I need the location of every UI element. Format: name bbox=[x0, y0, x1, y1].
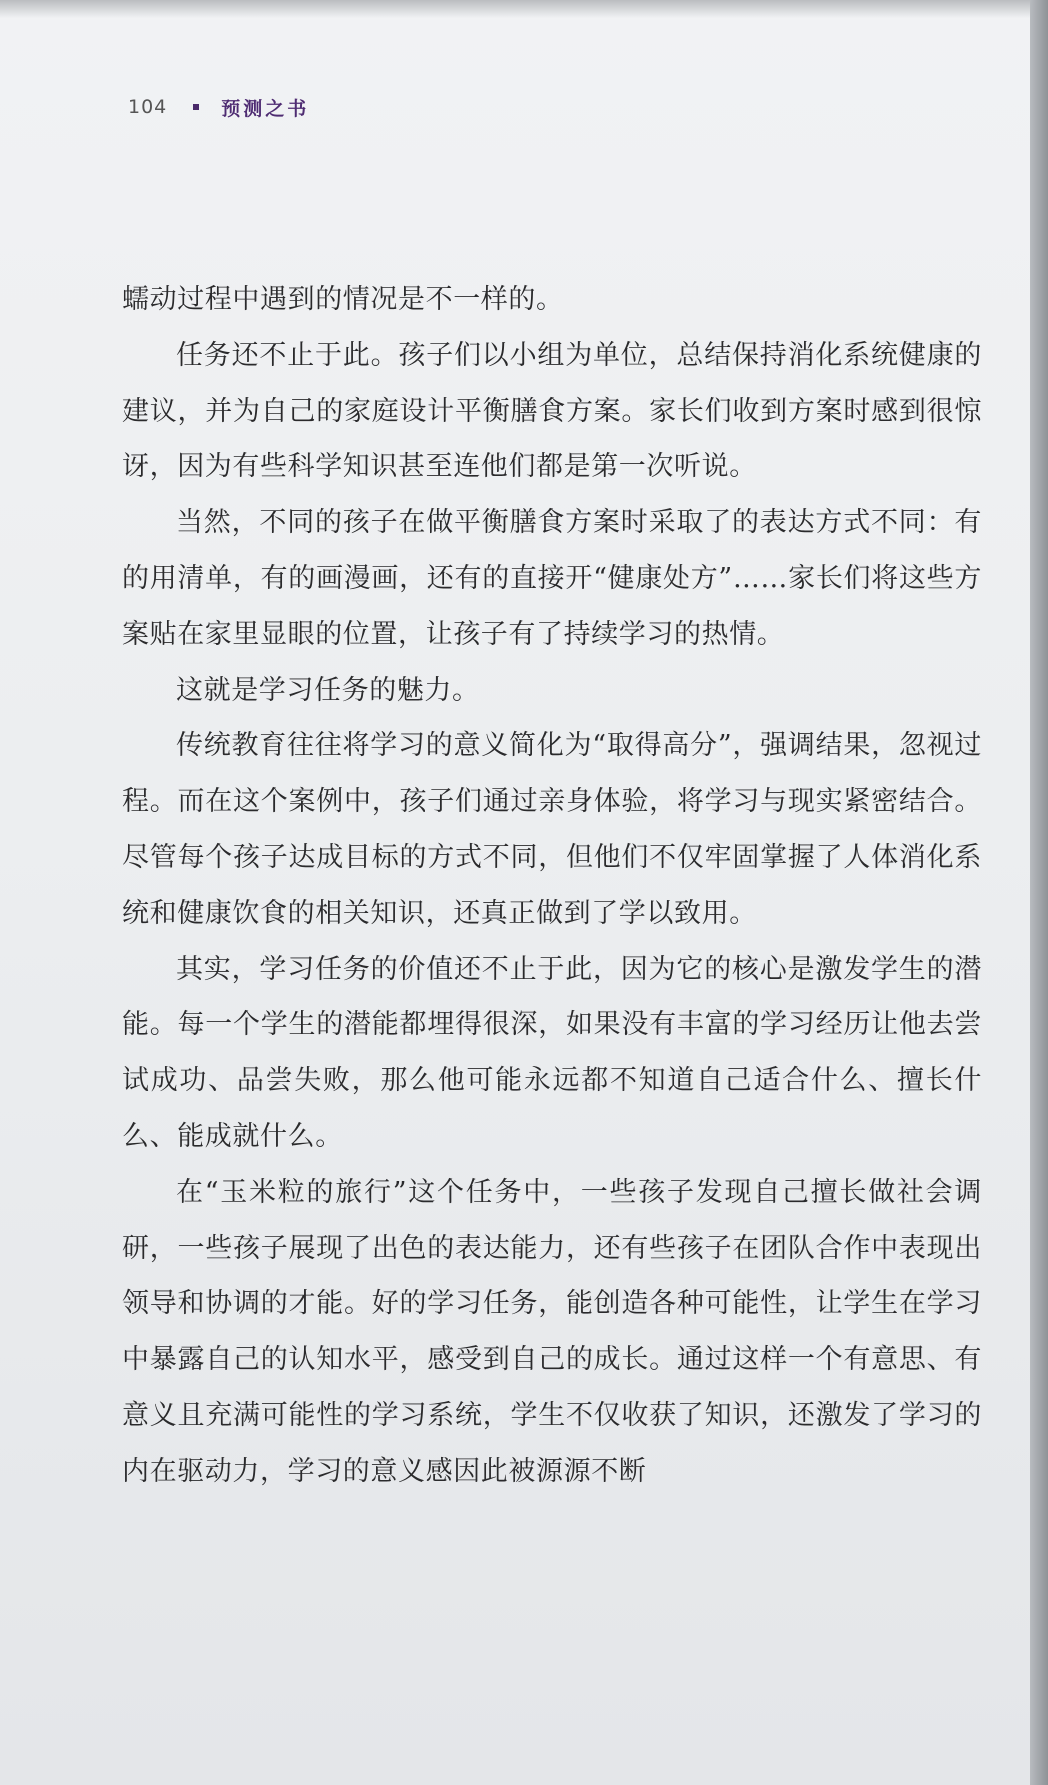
paragraph-5: 传统教育往往将学习的意义简化为“取得高分”，强调结果，忽视过程。而在这个案例中，孩子们通过亲身体验，将学习与现实紧密结合。尽管每个孩子达成目标的方式不同，但他们不仅牢固掌握了人体消化系统和健康饮食的相关知识，还真正做到了学以致用。 bbox=[122, 730, 982, 929]
paragraph-1: 蠕动过程中遇到的情况是不一样的。 bbox=[122, 284, 564, 315]
header-bullet-icon bbox=[193, 104, 199, 110]
paragraph-7: 在“玉米粒的旅行”这个任务中，一些孩子发现自己擅长做社会调研，一些孩子展现了出色的表达能力，还有些孩子在团队合作中表现出领导和协调的才能。好的学习任务，能创造各种可能性，让学生在学习中暴露自己的认知水平，感受到自己的成长。通过这样一个有意思、有意义且充满可能性的学习系统，学生不仅收获了知识，还激发了学习的内在驱动力，学习的意义感因此被源源不断 bbox=[122, 1176, 982, 1487]
page-number: 104 bbox=[128, 96, 168, 118]
page-top-shadow bbox=[0, 0, 1030, 18]
page-edge-strip bbox=[1030, 0, 1048, 1785]
paragraph-6: 其实，学习任务的价值还不止于此，因为它的核心是激发学生的潜能。每一个学生的潜能都埋得很深，如果没有丰富的学习经历让他去尝试成功、品尝失败，那么他可能永远都不知道自己适合什么、擅长什么、能成就什么。 bbox=[122, 953, 982, 1152]
paragraph-3: 当然，不同的孩子在做平衡膳食方案时采取了的表达方式不同：有的用清单，有的画漫画，还有的直接开“健康处方”……家长们将这些方案贴在家里显眼的位置，让孩子有了持续学习的热情。 bbox=[122, 507, 982, 650]
paragraph-4: 这就是学习任务的魅力。 bbox=[176, 674, 480, 706]
paragraph-2: 任务还不止于此。孩子们以小组为单位，总结保持消化系统健康的建议，并为自己的家庭设计平衡膳食方案。家长们收到方案时感到很惊讶，因为有些科学知识甚至连他们都是第一次听说。 bbox=[122, 339, 982, 483]
running-header bbox=[128, 92, 309, 122]
book-title: 预测之书 bbox=[221, 97, 310, 120]
body-text bbox=[122, 272, 982, 1500]
